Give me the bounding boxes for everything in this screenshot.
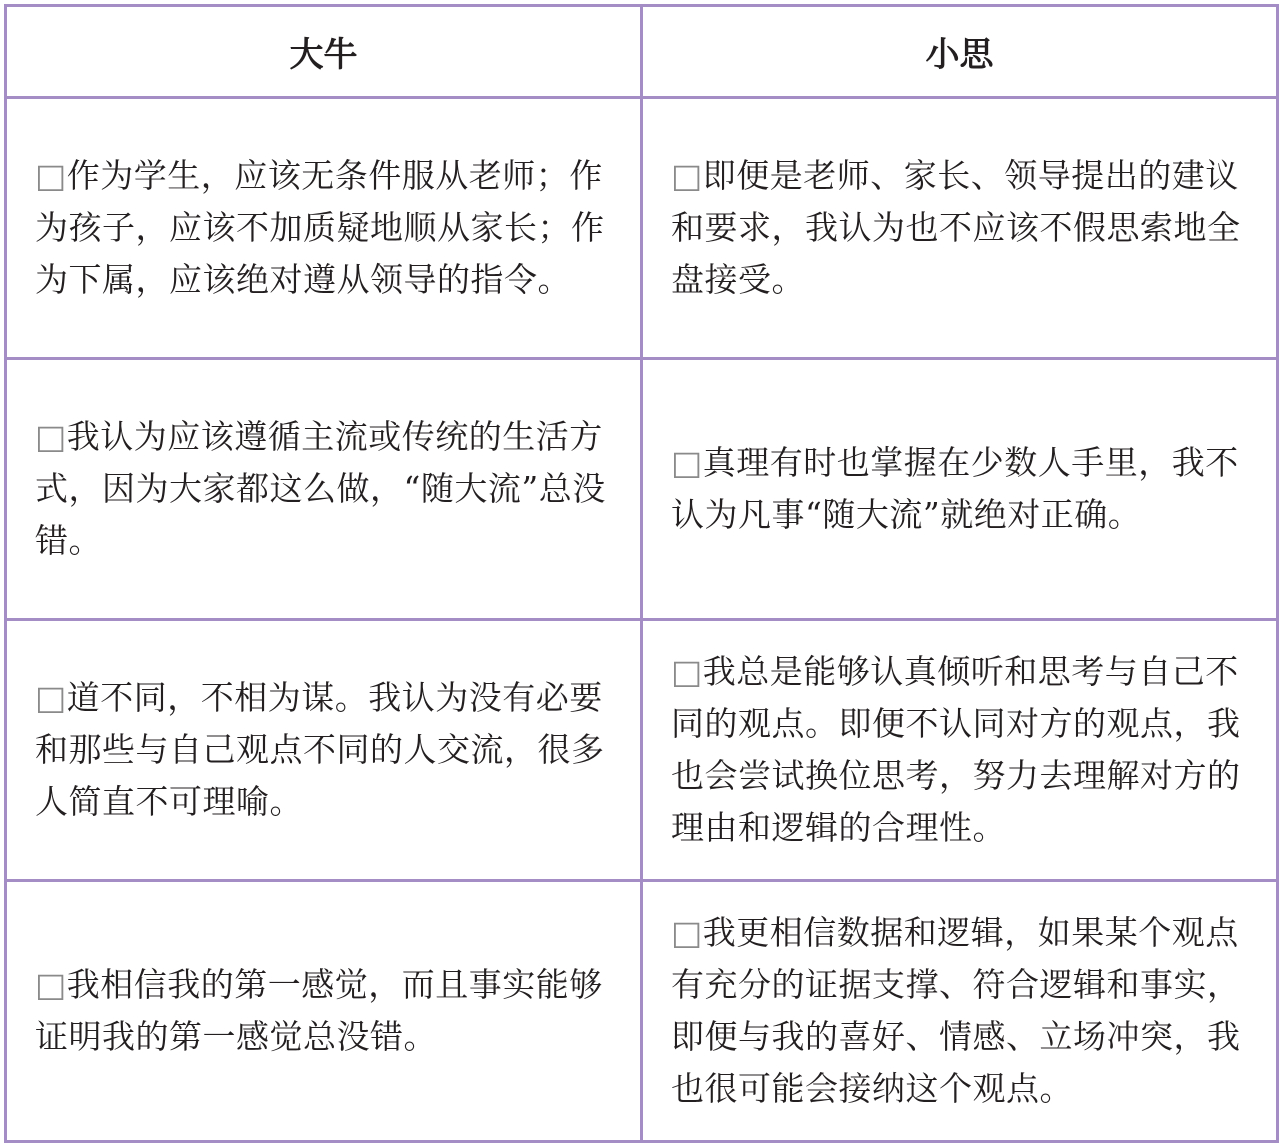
xiaosi-statement-3 <box>642 620 1278 881</box>
checkbox-icon[interactable]: □ <box>671 652 703 691</box>
checkbox-icon[interactable]: □ <box>35 156 67 195</box>
daniu-statement-1 <box>6 98 642 359</box>
statement-text: 真理有时也掌握在少数人手里，我不认为凡事“随大流”就绝对正确。 <box>671 443 1239 534</box>
statement-text: 我总是能够认真倾听和思考与自己不同的观点。即便不认同对方的观点，我也会尝试换位思考，努力去理解对方的理由和逻辑的合理性。 <box>671 652 1241 847</box>
header-xiaosi: 小思 <box>642 6 1278 98</box>
daniu-statement-2 <box>6 359 642 620</box>
daniu-statement-4 <box>6 881 642 1142</box>
xiaosi-statement-4 <box>642 881 1278 1142</box>
header-daniu: 大牛 <box>6 6 642 98</box>
table-row <box>6 620 1278 881</box>
statement-text: 道不同，不相为谋。我认为没有必要和那些与自己观点不同的人交流，很多人简直不可理喻。 <box>35 678 605 821</box>
header-row <box>6 6 1278 98</box>
daniu-statement-3 <box>6 620 642 881</box>
table-row <box>6 359 1278 620</box>
checkbox-icon[interactable]: □ <box>671 156 703 195</box>
checkbox-icon[interactable]: □ <box>671 443 703 482</box>
checkbox-icon[interactable]: □ <box>671 913 703 952</box>
statement-text: 我更相信数据和逻辑，如果某个观点有充分的证据支撑、符合逻辑和事实，即便与我的喜好、情感、立场冲突，我也很可能会接纳这个观点。 <box>671 913 1241 1108</box>
comparison-table-container <box>4 4 1276 1140</box>
checkbox-icon[interactable]: □ <box>35 417 67 456</box>
table-row <box>6 98 1278 359</box>
xiaosi-statement-2 <box>642 359 1278 620</box>
checkbox-icon[interactable]: □ <box>35 678 67 717</box>
statement-text: 我相信我的第一感觉，而且事实能够证明我的第一感觉总没错。 <box>35 965 603 1056</box>
xiaosi-statement-1 <box>642 98 1278 359</box>
statement-text: 即便是老师、家长、领导提出的建议和要求，我认为也不应该不假思索地全盘接受。 <box>671 156 1241 299</box>
comparison-table <box>4 4 1279 1143</box>
statement-text: 我认为应该遵循主流或传统的生活方式，因为大家都这么做，“随大流”总没错。 <box>35 417 606 560</box>
checkbox-icon[interactable]: □ <box>35 965 67 1004</box>
statement-text: 作为学生，应该无条件服从老师；作为孩子，应该不加质疑地顺从家长；作为下属，应该绝对遵从领导的指令。 <box>35 156 605 299</box>
table-row <box>6 881 1278 1142</box>
